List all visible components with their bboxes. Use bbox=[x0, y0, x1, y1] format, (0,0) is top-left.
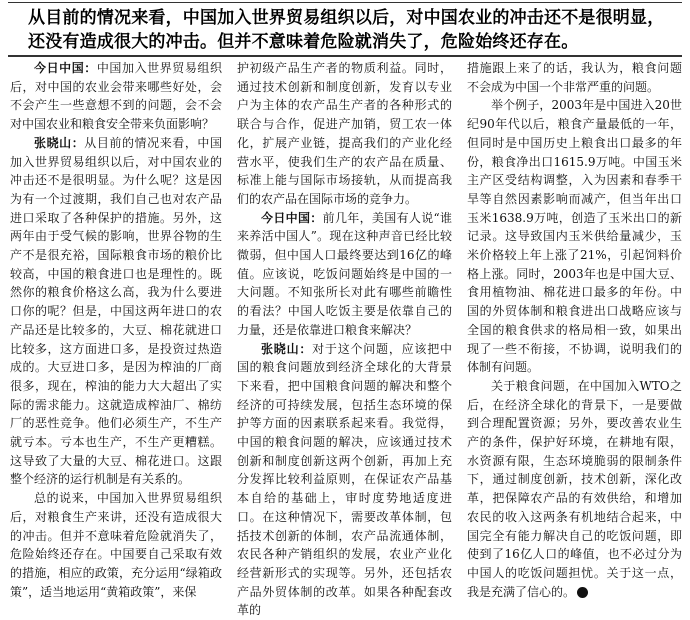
article-column-1 bbox=[10, 59, 222, 599]
headline-line-1: 从目前的情况来看，中国加入世界贸易组织以后，对中国农业的冲击还不是很明显， bbox=[28, 8, 665, 28]
closing-paragraph bbox=[467, 377, 682, 601]
paragraph-text: 前几年，美国有人说“谁来养活中国人”。现在这种声音已经比较微弱，但中国人口最终要达到16亿的峰值。应该说，吃饭问题始终是中国的一大问题。不知张所长对此有哪些前瞻性的看法？中国人吃饭主要是依靠自己的力量，还是依靠进口粮食来解决？ bbox=[237, 210, 452, 337]
speaker-label: 张晓山： bbox=[261, 341, 313, 356]
headline-divider bbox=[8, 55, 682, 57]
paragraph-text: 从目前的情况来看，中国加入世界贸易组织以后，对中国农业的冲击还不是很明显。为什么呢？这是因为有一个过渡期，我们自己也对农产品进口采取了各种保护的措施。另外，这两年由于受气候的影响，世界谷物的生产不是很充裕，国际粮食市场的粮价比较高，中国的粮食进口也是理性的。既然你的粮食价格这么高，我为什么要进口你的呢？但是，中国这两年进口的农产品还是比较多的，大豆、棉花就进口比较多，这方面进口多，是投资过热造成的。大豆进口多，是因为榨油的厂商很多，现在，榨油的能力大大超出了实际的需求能力。这就造成榨油厂、棉纺厂的恶性竞争。他们必须生产，不生产就亏本。亏本也生产，不生产更糟糕。这导致了大量的大豆、棉花进口。这跟整个经济的运行机制是有关系的。 bbox=[10, 135, 222, 487]
article-column-2 bbox=[237, 59, 452, 618]
end-of-article-icon: 名 bbox=[577, 587, 588, 598]
paragraph-text: 中国加入世界贸易组织后，对中国的农业会带来哪些好处，会不会产生一些意想不到的问题，会不会对中国农业和粮食安全带来负面影响？ bbox=[10, 61, 222, 132]
speaker-label: 今日中国： bbox=[34, 61, 97, 75]
headline-line-2: 还没有造成很大的冲击。但并不意味着危险就消失了，危险始终还存在。 bbox=[28, 32, 579, 52]
paragraph-text: 关于粮食问题，在中国加入WTO之后，在经济全球化的背景下，一是要做到合理配置资源；另外，要改善农业生产的条件，保护好环境，在耕地有限，水资源有限，生态环境脆弱的限制条件下，通过制度创新，技术创新，深化改革，把保障农产品的有效供给，和增加农民的收入这两条有机地结合起来，中国完全有能力解决自己的吃饭问题，即使到了16亿人口的峰值，也不必过分为中国人的吃饭问题担忧。关于这一点，我是充满了信心的。 bbox=[467, 378, 682, 599]
question-paragraph bbox=[237, 209, 452, 340]
speaker-label: 张晓山： bbox=[34, 135, 85, 150]
speaker-label: 今日中国： bbox=[261, 210, 323, 225]
paragraph-text: 对于这个问题，应该把中国的粮食问题放到经济全球化的大背景下来看，把中国粮食问题的解决和整个经济的可持续发展，包括生态环境的保护等方面的因素联系起来看。我觉得，中国的粮食问题的解决，应该通过技术创新和制度创新这两个创新，再加上充分发挥比较利益原则，在保证农产品基本自给的基础上，审时度势地适度进口。在这种情况下，需要改革体制，包括技术创新的体制，农产品流通体制，农民各种产销组织的发展，农业产业化经营新形式的实现等。另外，还包括农产品外贸体制的改革。如果各种配套改革的 bbox=[237, 341, 452, 618]
body-paragraph: 举个例子，2003年是中国进入20世纪90年代以后，粮食产量最低的一年，但同时是中国历史上粮食出口最多的年份，粮食净出口1615.9万吨。中国玉米主产区受结构调整，入为因素和春季干旱等自然因素影响而减产，但当年出口玉米1638.9万吨，创造了玉米出口的新记录。这导致国内玉米供给量减少，玉米价格较上年上涨了21%，引起饲料价格上涨。同时，2003年也是中国大豆、食用植物油、棉花进口最多的年份。中国的外贸体制和粮食进出口战略应该与全国的粮食供求的格局相一致，如果出现了一些不衔接，不协调，说明我们的体制有问题。 bbox=[467, 98, 682, 375]
pull-quote-headline bbox=[28, 6, 668, 54]
question-paragraph bbox=[10, 59, 222, 134]
answer-paragraph bbox=[237, 340, 452, 620]
article-column-3 bbox=[467, 59, 682, 599]
continued-paragraph: 护初级产品生产者的物质利益。同时，通过技术创新和制度创新，发育以专业户为主体的农产品生产者的各种形式的联合与合作，促进产加销，贸工农一体化，扩展产业链，提高我们的产业化经营水平，使我们生产的农产品在质量、标准上能与国际市场接轨，从而提高我们的农产品在国际市场的竞争力。 bbox=[237, 61, 452, 206]
top-rule bbox=[8, 2, 682, 3]
continued-paragraph: 措施跟上来了的话，我认为，粮食问题不会成为中国一个非常严重的问题。 bbox=[467, 61, 682, 94]
body-paragraph: 总的说来，中国加入世界贸易组织后，对粮食生产来讲，还没有造成很大的冲击。但并不意味着危险就消失了，危险始终还存在。中国要自己采取有效的措施，相应的政策，充分运用“绿箱政策”，适当地运用“黄箱政策”，来保 bbox=[10, 491, 222, 599]
answer-paragraph bbox=[10, 134, 222, 489]
